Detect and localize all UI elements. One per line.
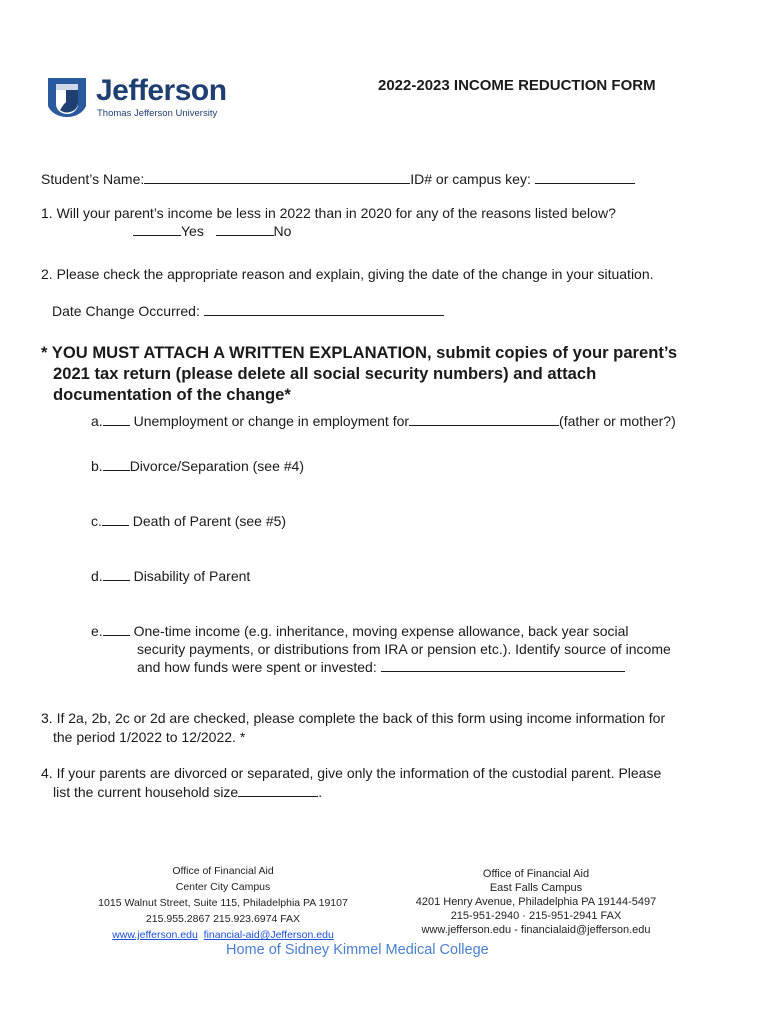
option-d-checkbox[interactable] [103,567,130,581]
student-id-field[interactable] [535,170,635,184]
yes-label: Yes [181,223,204,239]
question-1-answers [133,222,291,240]
footer-left-office: Office of Financial Aid [172,865,274,877]
option-e-line-2: security payments, or distributions from IRA or pension etc.). Identify source of income [137,641,671,657]
question-2: 2. Please check the appropriate reason and explain, giving the date of the change in your situation. [41,266,654,282]
option-d [91,567,250,585]
question-4-line-2: list the current household size [53,784,239,800]
option-e-line-1: One-time income (e.g. inheritance, moving expense allowance, back year social [133,623,629,639]
footer-right-campus: East Falls Campus [489,882,583,894]
footer-left-phone: 215.955.2867 215.923.6974 FAX [145,913,301,925]
footer-left-address: 1015 Walnut Street, Suite 115, Philadelphia PA 19107 [98,897,348,909]
option-a-letter: a. [91,413,103,429]
option-a-parent-field[interactable] [409,412,559,426]
warning-line-1: * YOU MUST ATTACH A WRITTEN EXPLANATION, submit copies of your parent’s [41,343,678,362]
option-b-text: Divorce/Separation (see #4) [129,458,304,474]
footer-center-city [80,863,366,943]
jefferson-logo [46,74,226,124]
student-name-field[interactable] [144,170,410,184]
option-c [91,512,286,530]
question-4-end: . [318,784,323,800]
footer-right-office: Office of Financial Aid [482,868,590,880]
footer-right-address: 4201 Henry Avenue, Philadelphia PA 19144-5497 [415,896,657,908]
household-size-field[interactable] [238,783,318,797]
option-e-line-3: and how funds were spent or invested: [137,659,377,675]
footer-right-phone: 215-951-2940 · 215-951-2941 FAX [450,910,622,922]
option-e-letter: e. [91,623,103,639]
footer-left-campus: Center City Campus [175,881,271,893]
no-label: No [273,223,292,239]
no-field[interactable] [216,222,274,236]
student-info-row [41,170,635,188]
option-b-letter: b. [91,458,103,474]
date-change-label: Date Change Occurred: [52,303,200,319]
student-id-label: ID# or campus key: [410,171,531,187]
form-title: 2022-2023 INCOME REDUCTION FORM [378,77,656,94]
option-a-checkbox[interactable] [103,412,130,426]
yes-field[interactable] [133,222,181,236]
option-b [91,457,304,475]
footer-left-web-link[interactable]: www.jefferson.edu [112,929,198,941]
option-c-text: Death of Parent (see #5) [132,513,287,529]
option-b-checkbox[interactable] [103,457,130,471]
date-change-field[interactable] [204,302,444,316]
option-c-checkbox[interactable] [102,512,129,526]
question-4-line-2-row [53,783,322,801]
student-name-label: Student’s Name: [41,171,145,187]
jefferson-shield-icon [46,76,88,122]
date-change-row [52,302,444,320]
question-1: 1. Will your parent’s income be less in 2022 than in 2020 for any of the reasons listed below? [41,205,616,221]
option-a-suffix: (father or mother?) [559,413,676,429]
question-4-line-1: 4. If your parents are divorced or separated, give only the information of the custodial parent. Please [41,765,662,781]
logo-wordmark: Jefferson [96,74,227,107]
option-c-letter: c. [91,513,102,529]
question-3-line-2: the period 1/2022 to 12/2022. * [53,729,246,745]
option-e-source-field[interactable] [381,658,625,672]
option-a-text: Unemployment or change in employment for [133,413,410,429]
footer-tagline: Home of Sidney Kimmel Medical College [226,942,489,958]
option-e-checkbox[interactable] [103,622,130,636]
option-d-text: Disability of Parent [133,568,251,584]
warning-line-3: documentation of the change* [53,385,291,404]
warning-line-2: 2021 tax return (please delete all social security numbers) and attach [53,364,597,383]
option-a [91,412,676,430]
option-e [91,622,629,640]
option-e-line-3-row [137,658,625,676]
question-3-line-1: 3. If 2a, 2b, 2c or 2d are checked, please complete the back of this form using income information for [41,710,666,726]
option-d-letter: d. [91,568,103,584]
logo-subtitle: Thomas Jefferson University [97,108,218,119]
footer-east-falls [400,867,672,937]
footer-left-email-link[interactable]: financial-aid@Jefferson.edu [203,929,334,941]
footer-right-contact: www.jefferson.edu - financialaid@jefferson.edu [421,924,651,936]
